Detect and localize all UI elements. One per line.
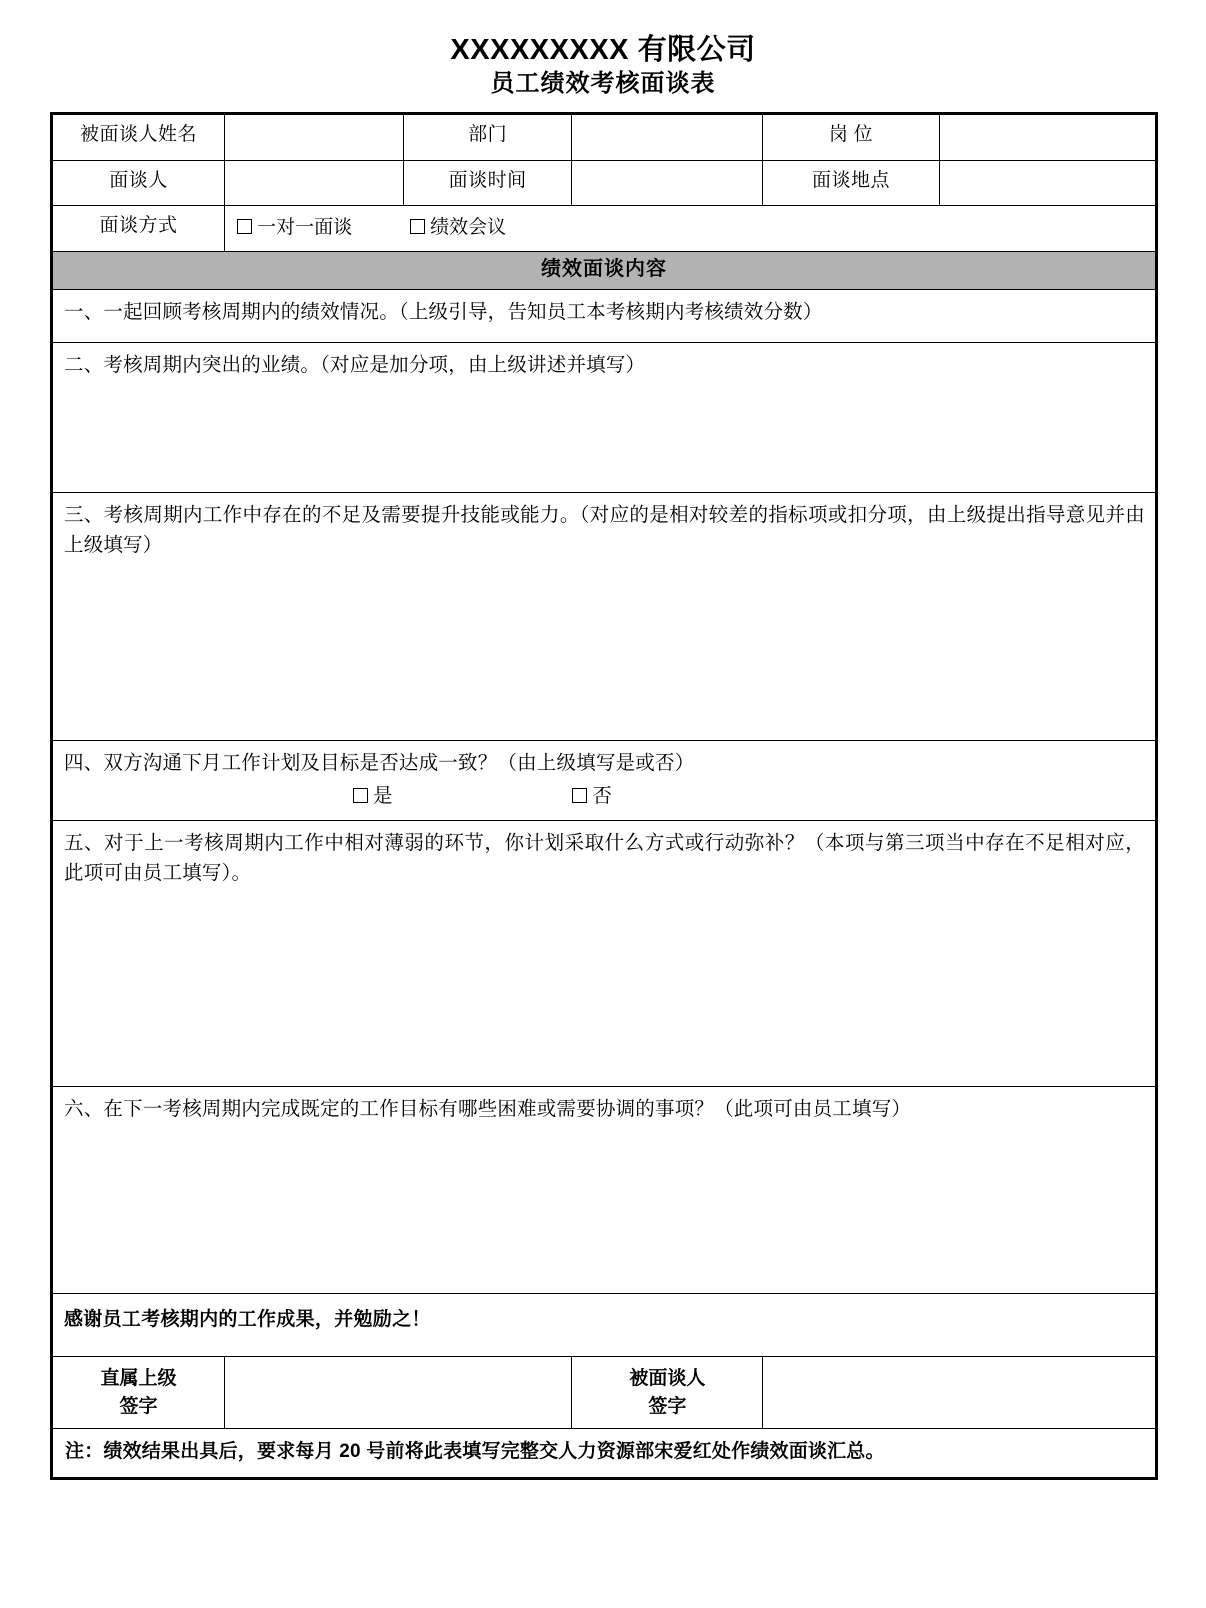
table-row-section-4 <box>53 741 1156 821</box>
banner-title: 绩效面谈内容 <box>541 258 667 281</box>
section-6-text: 六、在下一考核周期内完成既定的工作目标有哪些困难或需要协调的事项？（此项可由员工填写） <box>64 1099 912 1121</box>
cell-section-5[interactable] <box>53 821 1156 1087</box>
label-position: 岗 位 <box>828 124 874 146</box>
section-4-option-group <box>53 781 1155 812</box>
cell-section-2[interactable] <box>53 343 1156 493</box>
label-interview-method: 面谈方式 <box>99 215 178 237</box>
field-interviewee-name[interactable] <box>225 115 404 161</box>
cell-thanks <box>53 1294 1156 1357</box>
table-row-signatures <box>53 1357 1156 1429</box>
cell-label-department <box>403 115 572 161</box>
table-row-basic-1 <box>53 115 1156 161</box>
table-row-thanks <box>53 1294 1156 1357</box>
field-position[interactable] <box>939 115 1155 161</box>
value-position <box>940 115 1155 129</box>
cell-footer-note <box>53 1429 1156 1478</box>
section-5-text: 五、对于上一考核周期内工作中相对薄弱的环节，你计划采取什么方式或行动弥补？（本项与第三项当中存在不足相对应，此项可由员工填写）。 <box>64 833 1145 885</box>
label-supervisor-signature-line2: 签字 <box>119 1395 158 1417</box>
label-interviewee-signature <box>572 1357 762 1428</box>
label-interviewer: 面谈人 <box>109 170 168 192</box>
field-supervisor-signature[interactable] <box>225 1357 572 1429</box>
table-row-section-1 <box>53 290 1156 343</box>
cell-label-interviewee-signature <box>572 1357 763 1429</box>
section-4-option-label-yes: 是 <box>373 786 393 808</box>
checkbox-option-performance-meeting[interactable] <box>410 215 506 242</box>
label-department: 部门 <box>468 124 508 146</box>
method-option-label-1: 一对一面谈 <box>257 217 353 239</box>
field-interviewee-signature[interactable] <box>763 1357 1156 1429</box>
value-department <box>572 115 762 129</box>
table-row-section-3 <box>53 493 1156 741</box>
cell-section-3[interactable] <box>53 493 1156 741</box>
section-3-text: 三、考核周期内工作中存在的不足及需要提升技能或能力。（对应的是相对较差的指标项或扣分项，由上级提出指导意见并由上级填写） <box>64 505 1145 557</box>
field-interview-time[interactable] <box>572 161 763 206</box>
cell-method-options <box>225 206 1156 252</box>
label-interview-time: 面谈时间 <box>448 170 527 192</box>
value-interview-time <box>572 161 762 175</box>
section-1-text: 一、一起回顾考核周期内的绩效情况。（上级引导，告知员工本考核期内考核绩效分数） <box>64 302 823 324</box>
checkbox-icon[interactable] <box>353 788 368 803</box>
section-4-text: 四、双方沟通下月工作计划及目标是否达成一致？（由上级填写是或否） <box>64 753 695 775</box>
checkbox-icon[interactable] <box>237 219 252 234</box>
checkbox-option-no[interactable] <box>572 786 612 807</box>
label-interviewee-name: 被面谈人姓名 <box>80 124 198 146</box>
cell-label-interviewer <box>53 161 225 206</box>
table-row-section-5 <box>53 821 1156 1087</box>
label-supervisor-signature-line1: 直属上级 <box>100 1368 177 1390</box>
checkbox-option-yes[interactable] <box>353 786 397 807</box>
label-interview-place: 面谈地点 <box>812 170 891 192</box>
cell-label-supervisor-signature <box>53 1357 225 1429</box>
table-row-basic-2 <box>53 161 1156 206</box>
cell-section-1[interactable] <box>53 290 1156 343</box>
title-block <box>0 0 1206 99</box>
method-option-label-2: 绩效会议 <box>430 217 507 239</box>
method-option-group <box>225 206 1155 251</box>
table-row-method <box>53 206 1156 252</box>
cell-label-position <box>763 115 939 161</box>
table-row-footer-note <box>53 1429 1156 1478</box>
thanks-text: 感谢员工考核期内的工作成果，并勉励之！ <box>64 1309 431 1331</box>
label-supervisor-signature <box>53 1357 224 1428</box>
label-interviewee-signature-line2: 签字 <box>648 1395 687 1417</box>
value-interviewee-name <box>225 115 403 129</box>
table-row-banner <box>53 252 1156 290</box>
form-table-container <box>50 112 1158 1480</box>
section-2-text: 二、考核周期内突出的业绩。（对应是加分项，由上级讲述并填写） <box>64 355 646 377</box>
cell-label-name <box>53 115 225 161</box>
label-interviewee-signature-line1: 被面谈人 <box>629 1368 706 1390</box>
cell-section-4[interactable] <box>53 741 1156 821</box>
table-row-section-6 <box>53 1087 1156 1294</box>
table-row-section-2 <box>53 343 1156 493</box>
field-department[interactable] <box>572 115 763 161</box>
field-interview-place[interactable] <box>939 161 1155 206</box>
checkbox-icon[interactable] <box>572 788 587 803</box>
section-4-option-label-no: 否 <box>592 786 612 808</box>
value-interviewee-signature <box>763 1357 1155 1371</box>
checkbox-icon[interactable] <box>410 219 425 234</box>
checkbox-option-one-on-one[interactable] <box>237 215 352 242</box>
value-interviewer <box>225 161 403 175</box>
form-table <box>52 114 1156 1478</box>
field-interviewer[interactable] <box>225 161 404 206</box>
cell-label-interview-place <box>763 161 939 206</box>
cell-banner <box>53 252 1156 290</box>
cell-section-6[interactable] <box>53 1087 1156 1294</box>
company-title: XXXXXXXXX 有限公司 <box>450 34 756 66</box>
cell-label-method <box>53 206 225 252</box>
value-supervisor-signature <box>225 1357 571 1371</box>
cell-label-interview-time <box>403 161 572 206</box>
footer-note-text: 注：绩效结果出具后，要求每月 20 号前将此表填写完整交人力资源部宋爱红处作绩效面谈汇总。 <box>65 1441 885 1463</box>
form-title: 员工绩效考核面谈表 <box>490 70 716 98</box>
value-interview-place <box>940 161 1155 175</box>
